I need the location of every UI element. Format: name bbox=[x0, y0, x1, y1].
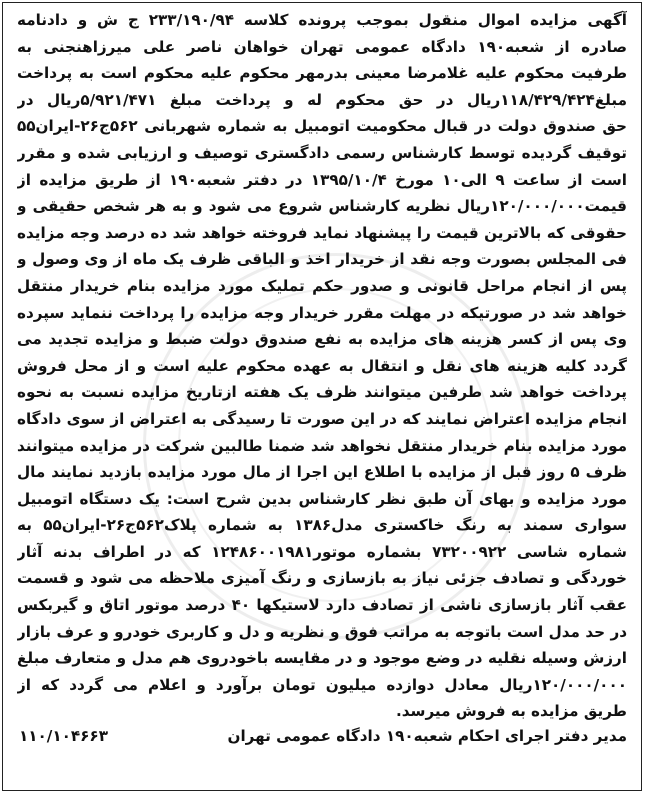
notice-line: حقوقی که بالاترین قیمت را پیشنهاد نماید فروخته خواهد شد ده درصد وجه مزایده bbox=[17, 223, 627, 242]
notice-line: خواهد شد در صورتیکه در مهلت مقرر خریدار وجه مزایده را پرداخت ننماید سپرده bbox=[17, 303, 627, 322]
notice-line: فی المجلس بصورت وجه نقد از خریدار اخذ و الباقی ظرف یک ماه از وی وصول و bbox=[17, 250, 627, 269]
notice-line: توقیف گردیده توسط کارشناس رسمی دادگستری توصیف و ارزیابی شده و مقرر bbox=[17, 143, 627, 162]
notice-line: سواری سمند به رنگ خاکستری مدل۱۳۸۶ به شماره پلاک۵۶۲ج۲۶-ایران۵۵ به bbox=[17, 516, 627, 535]
notice-line: پس از انجام مراحل قانونی و صدور حکم تملیک مورد مزایده بنام خریدار منتقل bbox=[17, 276, 627, 295]
notice-line: پرداخت خواهد شد طرفین میتوانند ظرف یک هفته ازتاریخ مزایده نسبت به نحوه bbox=[17, 383, 627, 402]
court-auction-notice bbox=[2, 2, 642, 791]
notice-line: در حد مدل است باتوجه به مراتب فوق و نظریه و دل و کاربری خودرو و عرف بازار bbox=[17, 622, 627, 641]
notice-body bbox=[17, 7, 627, 725]
notice-code: ۱۱۰/۱۰۴۶۶۳ bbox=[19, 727, 108, 746]
notice-line: انجام مزایده اعتراض نمایند که در این صورت تا رسیدگی به اعتراض از سوی دادگاه bbox=[17, 409, 627, 428]
notice-line: قیمت۱۲۰/۰۰۰/۰۰۰ریال نظریه کارشناس شروع می شود و به هر شخص حقیقی و bbox=[17, 197, 627, 216]
notice-line: گردد کلیه هزینه های نقل و انتقال به عهده محکوم علیه است و از محل فروش bbox=[17, 356, 627, 375]
notice-line: مورد مزایده و بهای آن طبق نظر کارشناس بدین شرح است: یک دستگاه اتومبیل bbox=[17, 489, 627, 508]
notice-line: ۱۲۰/۰۰۰/۰۰۰ریال معادل دوازده میلیون تومان برآورد و اعلام می گردد که از bbox=[17, 675, 627, 694]
notice-line: خوردگی و تصادف جزئی نیاز به بازسازی و رنگ آمیزی ملاحظه می شود و قسمت bbox=[17, 569, 627, 588]
notice-footer bbox=[17, 727, 627, 745]
notice-line: وی پس از کسر هزینه های مزایده به نفع صندوق دولت ضبط و مزایده تجدید می bbox=[17, 330, 627, 349]
notice-line: طرفیت محکوم علیه غلامرضا معینی بدرمهر محکوم علیه محکوم است به پرداخت bbox=[17, 64, 627, 83]
notice-line: مورد مزایده بنام خریدار منتقل نخواهد شد ضمنا طالبین شرکت در مزایده میتوانند bbox=[17, 436, 627, 455]
notice-line: شماره شاسی ۷۳۲۰۰۹۲۲ بشماره موتور۱۲۴۸۶۰۰۱۹۸۱ که در اطراف بدنه آثار bbox=[17, 542, 627, 561]
signature-line: مدیر دفتر اجرای احکام شعبه۱۹۰ دادگاه عمومی تهران bbox=[227, 727, 627, 746]
notice-line: عقب آثار بازسازی ناشی از تصادف دارد لاستیکها ۴۰ درصد موتور اتاق و گیربکس bbox=[17, 596, 627, 615]
notice-line: آگهی مزایده اموال منقول بموجب پرونده کلاسه ۲۳۳/۱۹۰/۹۴ ج ش و دادنامه bbox=[17, 11, 627, 29]
notice-line: است از ساعت ۹ الی۱۰ مورخ ۱۳۹۵/۱۰/۴ در دفتر شعبه۱۹۰ از طریق مزایده از bbox=[17, 170, 627, 189]
notice-line: ظرف ۵ روز قبل از مزایده با اطلاع این اجرا از مال مورد مزایده بازدید نمایند مال bbox=[17, 463, 627, 482]
notice-line: ارزش وسیله نقلیه در وضع موجود و در مقایسه باخودروی هم مدل و متعارف مبلغ bbox=[17, 649, 627, 668]
notice-line: طریق مزایده به فروش میرسد. bbox=[395, 702, 627, 721]
notice-line: حق صندوق دولت در قبال محکومیت اتومبیل به شماره شهربانی ۵۶۲ج۲۶-ایران۵۵ bbox=[17, 117, 627, 136]
notice-line: مبلغ۱۱۸/۴۲۹/۴۲۴ریال در حق محکوم له و پرداخت مبلغ ۵/۹۲۱/۴۷۱ریال در bbox=[17, 90, 627, 109]
notice-line: صادره از شعبه۱۹۰ دادگاه عمومی تهران خواهان ناصر علی میرزاهنجنی به bbox=[17, 37, 627, 56]
